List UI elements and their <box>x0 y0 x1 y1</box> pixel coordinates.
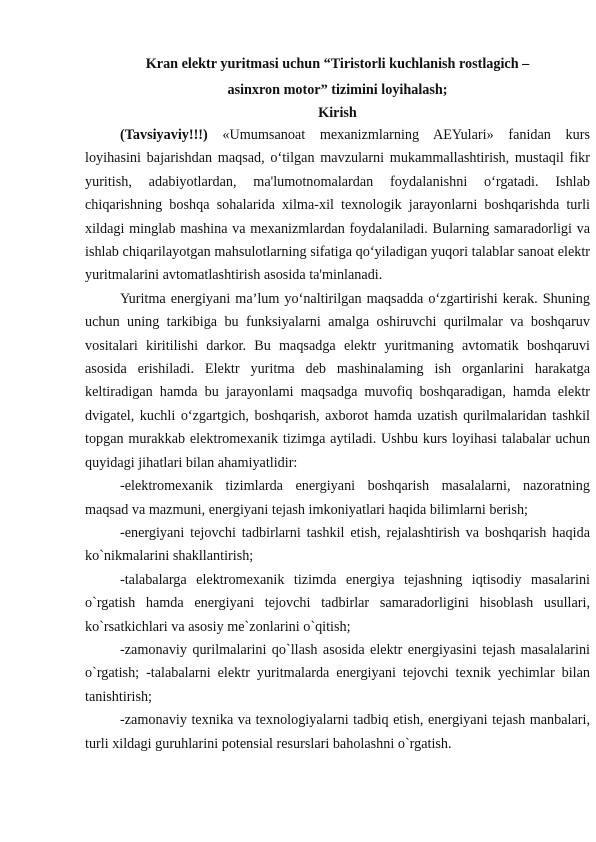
section-heading: Kirish <box>318 105 357 121</box>
document-title-line-2: asinxron motor” tizimini loyihalash; <box>227 82 448 98</box>
paragraph-lead-note: (Tavsiyaviy!!!) <box>120 127 208 143</box>
list-item: -zamonaviy qurilmalarini qo`llash asosida elektr energiyasini tejash masalalarini o`rgatish; -talabalarni elektr yuritmalarda energiyani tejovchi texnik yechimlar bilan tanishtirish; <box>85 641 590 705</box>
paragraph-text: «Umumsanoat mexanizmlarning AEYulari» fanidan kurs loyihasini bajarishdan maqsad, o‘tilgan mavzularni mukammallashtirish, mustaqil fikr yuritish, adabiyotlardan, ma'lumotnomalardan foydalanishni o‘rgatadi. Ishlab chiqarishning boshqa sohalarida xilma-xil texnologik jarayonlarni boshqarishda turli xildagi minglab mashina va mexanizmlardan foydalaniladi. Bularning samaradorligi va ishlab chiqarilayotgan mahsulotlarning sifatiga qo‘yiladigan yuqori talablar sanoat elektr yuritmalarini avtomatlashtirish asosida ta'minlanadi. <box>85 127 590 284</box>
paragraph-drive-definition: Yuritma energiyani ma’lum yo‘naltirilgan maqsadda o‘zgartirishi kerak. Shuning uchun uning tarkibiga bu funksiyalarni amalga oshiruvchi qurilmalar va boshqaruv vositalari kiritilishi darkor. Bu maqsadga elektr yuritmaning avtomatik boshqaruvi asosida erishiladi. Elektr yuritma deb mashinalaming ish organlarini harakatga keltiradigan hamda bu jarayonlami maqsadga muvofiq boshqaradigan, hamda elektr dvigatel, kuchli o‘zgartgich, boshqarish, axborot hamda uzatish qurilmalaridan tashkil topgan murakkab elektromexanik tizimga aytiladi. Ushbu kurs loyihasi talabalar uchun quyidagi jihatlari bilan ahamiyatlidir: <box>85 290 590 471</box>
document-title-line-1: Kran elektr yuritmasi uchun “Tiristorli kuchlanish rostlagich – <box>145 56 530 72</box>
list-item: -elektromexanik tizimlarda energiyani boshqarish masalalarni, nazoratning maqsad va mazmuni, energiyani tejash imkoniyatlari haqida bilimlarni berish; <box>85 478 590 518</box>
paragraph-intro <box>85 124 590 288</box>
list-item: -talabalarga elektromexanik tizimda energiya tejashning iqtisodiy masalarini o`rgatish hamda energiyani tejovchi tadbirlar samaradorligini hisoblash usullari, ko`rsatkichlari va asosiy me`zonlarini o`qitish; <box>85 571 590 635</box>
list-item: -energiyani tejovchi tadbirlarni tashkil etish, rejalashtirish va boshqarish haqida ko`nikmalarini shakllantirish; <box>85 524 590 565</box>
document-body <box>85 124 590 756</box>
list-item: -zamonaviy texnika va texnologiyalarni tadbiq etish, energiyani tejash manbalari, turli xildagi guruhlarini potensial resurslari baholashni o`rgatish. <box>85 712 590 752</box>
